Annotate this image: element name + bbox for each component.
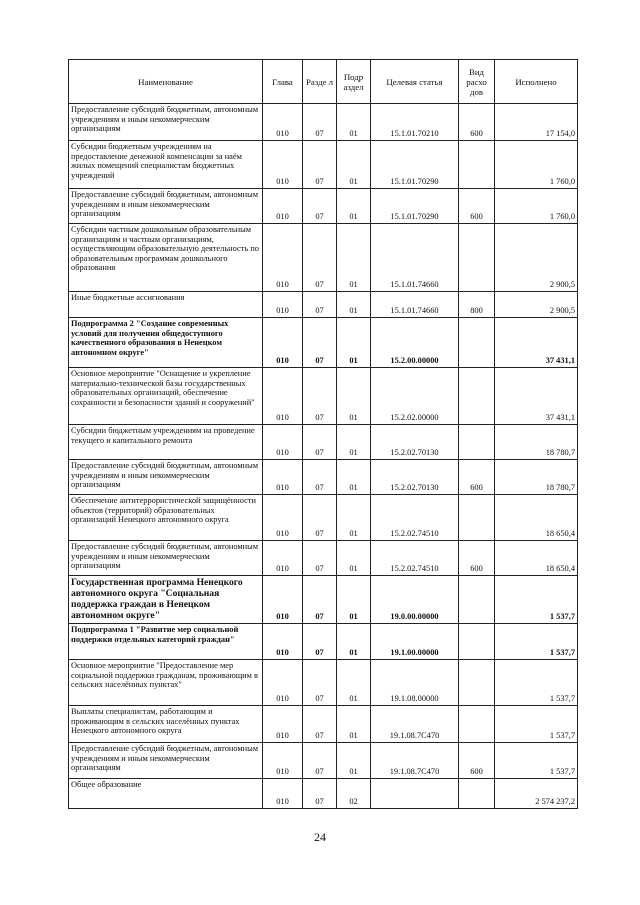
row-ispolneno: 2 900,5 <box>495 224 578 292</box>
row-name: Предоставление субсидий бюджетным, автономным учреждениям и иным некоммерческим организациям <box>69 104 263 141</box>
row-razdel: 07 <box>303 576 337 624</box>
row-glava: 010 <box>263 368 303 425</box>
row-vid: 600 <box>459 743 495 779</box>
row-razdel: 07 <box>303 624 337 660</box>
row-ispolneno: 1 537,7 <box>495 743 578 779</box>
table-row <box>69 495 578 541</box>
row-celevaya: 15.1.01.70210 <box>371 104 459 141</box>
row-ispolneno: 1 537,7 <box>495 624 578 660</box>
table-row <box>69 425 578 460</box>
row-vid: 600 <box>459 460 495 495</box>
row-podrazdel: 01 <box>337 576 371 624</box>
row-celevaya: 15.2.02.00000 <box>371 368 459 425</box>
row-ispolneno: 18 650,4 <box>495 495 578 541</box>
row-razdel: 07 <box>303 224 337 292</box>
row-glava: 010 <box>263 660 303 706</box>
row-name: Предоставление субсидий бюджетным, автономным учреждениям и иным некоммерческим организациям <box>69 460 263 495</box>
row-podrazdel: 01 <box>337 318 371 368</box>
row-name: Подпрограмма 2 "Создание современных условий для получения общедоступного качественного образования в Ненецком автономном округе" <box>69 318 263 368</box>
row-razdel: 07 <box>303 292 337 318</box>
row-name: Субсидии бюджетным учреждениям на предоставление денежной компенсации за наём жилых помещений специалистам бюджетных учреждений <box>69 141 263 189</box>
row-celevaya: 15.2.02.70130 <box>371 425 459 460</box>
row-vid <box>459 495 495 541</box>
row-glava: 010 <box>263 425 303 460</box>
row-vid <box>459 425 495 460</box>
table-row <box>69 660 578 706</box>
row-glava: 010 <box>263 576 303 624</box>
row-celevaya <box>371 779 459 809</box>
row-podrazdel: 01 <box>337 292 371 318</box>
row-celevaya: 15.2.00.00000 <box>371 318 459 368</box>
row-podrazdel: 01 <box>337 104 371 141</box>
header-ispolneno: Исполнено <box>495 60 578 104</box>
row-razdel: 07 <box>303 141 337 189</box>
row-razdel: 07 <box>303 495 337 541</box>
row-glava: 010 <box>263 743 303 779</box>
row-razdel: 07 <box>303 743 337 779</box>
row-vid <box>459 318 495 368</box>
row-celevaya: 19.1.08.7С470 <box>371 743 459 779</box>
table-row <box>69 779 578 809</box>
row-ispolneno: 1 760,0 <box>495 141 578 189</box>
row-name: Предоставление субсидий бюджетным, автономным учреждениям и иным некоммерческим организациям <box>69 541 263 576</box>
row-vid <box>459 706 495 743</box>
row-vid <box>459 141 495 189</box>
row-celevaya: 15.1.01.74660 <box>371 224 459 292</box>
row-podrazdel: 01 <box>337 660 371 706</box>
row-podrazdel: 02 <box>337 779 371 809</box>
row-glava: 010 <box>263 706 303 743</box>
row-ispolneno: 37 431,1 <box>495 318 578 368</box>
row-vid <box>459 368 495 425</box>
row-celevaya: 19.1.00.00000 <box>371 624 459 660</box>
row-celevaya: 19.1.08.00000 <box>371 660 459 706</box>
row-glava: 010 <box>263 495 303 541</box>
row-celevaya: 19.0.00.00000 <box>371 576 459 624</box>
row-celevaya: 15.2.02.74510 <box>371 541 459 576</box>
header-celevaya: Целевая статья <box>371 60 459 104</box>
row-razdel: 07 <box>303 660 337 706</box>
row-celevaya: 19.1.08.7С470 <box>371 706 459 743</box>
row-vid: 600 <box>459 104 495 141</box>
row-name: Предоставление субсидий бюджетным, автономным учреждениям и иным некоммерческим организациям <box>69 189 263 224</box>
row-vid <box>459 224 495 292</box>
row-glava: 010 <box>263 224 303 292</box>
header-vid: Вид расхо дов <box>459 60 495 104</box>
row-name: Предоставление субсидий бюджетным, автономным учреждениям и иным некоммерческим организациям <box>69 743 263 779</box>
row-vid: 800 <box>459 292 495 318</box>
row-razdel: 07 <box>303 189 337 224</box>
row-razdel: 07 <box>303 425 337 460</box>
table-row <box>69 368 578 425</box>
row-razdel: 07 <box>303 104 337 141</box>
row-glava: 010 <box>263 541 303 576</box>
row-ispolneno: 1 537,7 <box>495 576 578 624</box>
budget-execution-table <box>68 59 578 809</box>
table-row <box>69 104 578 141</box>
table-row <box>69 189 578 224</box>
row-podrazdel: 01 <box>337 189 371 224</box>
header-podrazdel: Подр аздел <box>337 60 371 104</box>
table-row <box>69 541 578 576</box>
row-celevaya: 15.1.01.70290 <box>371 189 459 224</box>
row-ispolneno: 1 537,7 <box>495 706 578 743</box>
row-name: Обеспечение антитеррористической защищённости объектов (территорий) образовательных организаций Ненецкого автономного округа <box>69 495 263 541</box>
row-celevaya: 15.1.01.70290 <box>371 141 459 189</box>
row-name: Субсидии бюджетным учреждениям на проведение текущего и капитального ремонта <box>69 425 263 460</box>
row-glava: 010 <box>263 141 303 189</box>
row-podrazdel: 01 <box>337 706 371 743</box>
row-razdel: 07 <box>303 779 337 809</box>
page-number: 24 <box>314 830 326 844</box>
row-razdel: 07 <box>303 460 337 495</box>
row-glava: 010 <box>263 318 303 368</box>
row-ispolneno: 1 537,7 <box>495 660 578 706</box>
row-podrazdel: 01 <box>337 141 371 189</box>
row-ispolneno: 37 431,1 <box>495 368 578 425</box>
row-ispolneno: 18 780,7 <box>495 460 578 495</box>
table-header-row <box>69 60 578 104</box>
row-glava: 010 <box>263 189 303 224</box>
table-row <box>69 576 578 624</box>
table-row <box>69 624 578 660</box>
row-razdel: 07 <box>303 318 337 368</box>
row-vid <box>459 576 495 624</box>
row-ispolneno: 17 154,0 <box>495 104 578 141</box>
row-ispolneno: 2 574 237,2 <box>495 779 578 809</box>
row-name: Иные бюджетные ассигнования <box>69 292 263 318</box>
row-glava: 010 <box>263 460 303 495</box>
row-glava: 010 <box>263 292 303 318</box>
row-podrazdel: 01 <box>337 224 371 292</box>
row-razdel: 07 <box>303 706 337 743</box>
row-podrazdel: 01 <box>337 624 371 660</box>
table-row <box>69 292 578 318</box>
row-name: Государственная программа Ненецкого автономного округа "Социальная поддержка граждан в Ненецком автономном округе" <box>69 576 263 624</box>
row-celevaya: 15.2.02.74510 <box>371 495 459 541</box>
table-row <box>69 224 578 292</box>
row-podrazdel: 01 <box>337 368 371 425</box>
row-podrazdel: 01 <box>337 495 371 541</box>
row-name: Подпрограмма 1 "Развитие мер социальной поддержки отдельных категорий граждан" <box>69 624 263 660</box>
row-vid <box>459 624 495 660</box>
row-ispolneno: 1 760,0 <box>495 189 578 224</box>
table-row <box>69 706 578 743</box>
row-vid <box>459 779 495 809</box>
row-razdel: 07 <box>303 541 337 576</box>
table-row <box>69 318 578 368</box>
row-celevaya: 15.1.01.74660 <box>371 292 459 318</box>
row-glava: 010 <box>263 779 303 809</box>
table-row <box>69 743 578 779</box>
row-podrazdel: 01 <box>337 425 371 460</box>
row-name: Выплаты специалистам, работающим и проживающим в сельских населённых пунктах Ненецкого автономного округа <box>69 706 263 743</box>
row-vid: 600 <box>459 189 495 224</box>
header-name: Наименование <box>69 60 263 104</box>
row-podrazdel: 01 <box>337 743 371 779</box>
row-name: Общее образование <box>69 779 263 809</box>
row-ispolneno: 2 900,5 <box>495 292 578 318</box>
row-podrazdel: 01 <box>337 460 371 495</box>
table-row <box>69 141 578 189</box>
row-celevaya: 15.2.02.70130 <box>371 460 459 495</box>
row-vid <box>459 660 495 706</box>
header-razdel: Разде л <box>303 60 337 104</box>
row-ispolneno: 18 650,4 <box>495 541 578 576</box>
row-name: Субсидии частным дошкольным образовательным организациям и частным организациям, осуществляющим образовательную деятельность по образовательным программам дошкольного образования <box>69 224 263 292</box>
row-glava: 010 <box>263 104 303 141</box>
row-name: Основное мероприятие "Оснащение и укрепление материально-технической базы государственных образовательных организаций, обеспечение сохранности и безопасности зданий и сооружений" <box>69 368 263 425</box>
row-name: Основное мероприятие "Предоставление мер социальной поддержки гражданам, проживающим в сельских населённых пунктах" <box>69 660 263 706</box>
row-vid: 600 <box>459 541 495 576</box>
row-razdel: 07 <box>303 368 337 425</box>
row-ispolneno: 18 780,7 <box>495 425 578 460</box>
row-glava: 010 <box>263 624 303 660</box>
table-row <box>69 460 578 495</box>
header-glava: Глава <box>263 60 303 104</box>
row-podrazdel: 01 <box>337 541 371 576</box>
